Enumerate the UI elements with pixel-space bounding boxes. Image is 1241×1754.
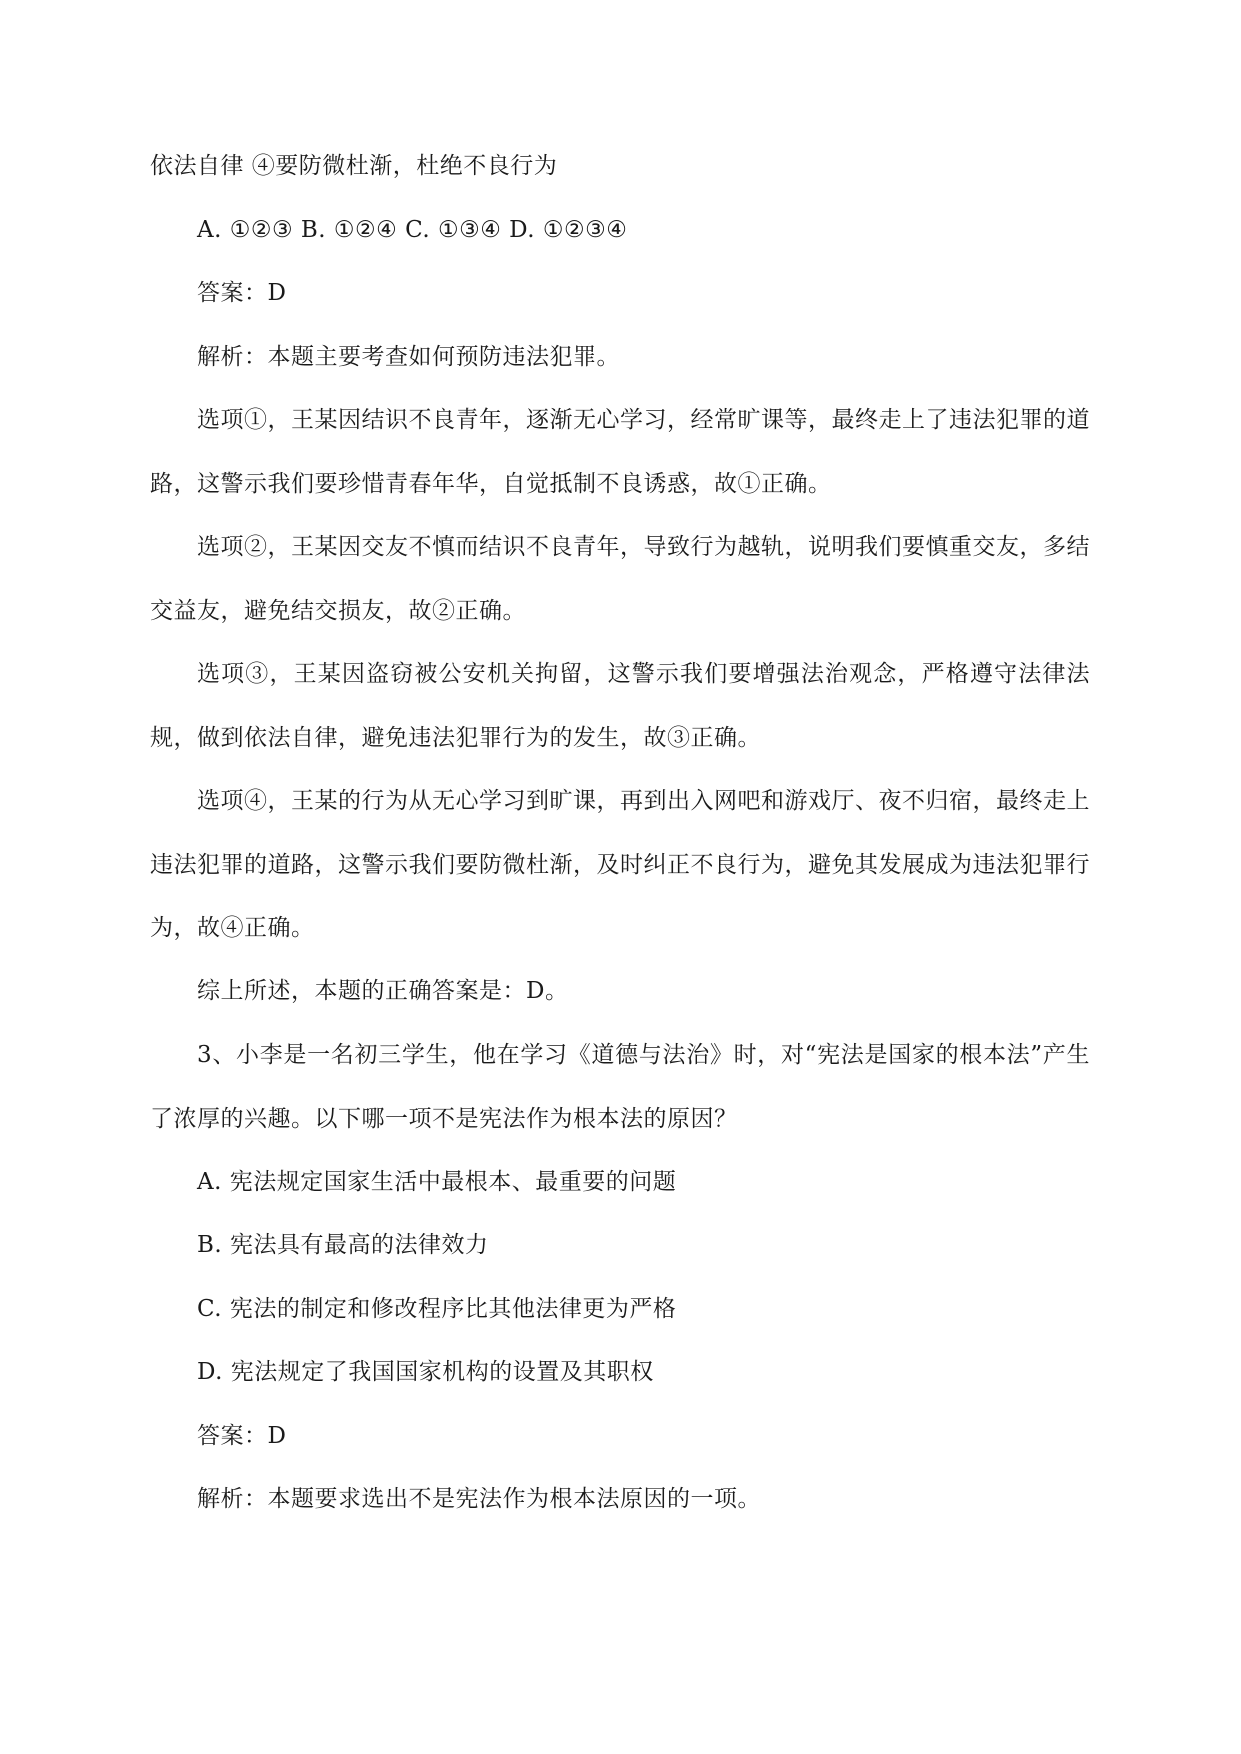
question-3-option-c: C. 宪法的制定和修改程序比其他法律更为严格	[197, 1296, 677, 1322]
analysis-option-2: 选项②，王某因交友不慎而结识不良青年，导致行为越轨，说明我们要慎重交友，多结交益友，避免结交损友，故②正确。	[150, 534, 1090, 624]
question-3: 3、小李是一名初三学生，他在学习《道德与法治》时，对“宪法是国家的根本法”产生了浓厚的兴趣。以下哪一项不是宪法作为根本法的原因？	[150, 1042, 1090, 1132]
question-3-answer: 答案：D	[197, 1423, 287, 1449]
analysis-summary: 综上所述，本题的正确答案是：D。	[197, 978, 569, 1004]
analysis-option-1: 选项①，王某因结识不良青年，逐渐无心学习，经常旷课等，最终走上了违法犯罪的道路，这警示我们要珍惜青春年华，自觉抵制不良诱惑，故①正确。	[150, 407, 1090, 497]
question-3-option-a: A. 宪法规定国家生活中最根本、最重要的问题	[197, 1169, 677, 1195]
analysis-option-4: 选项④，王某的行为从无心学习到旷课，再到出入网吧和游戏厅、夜不归宿，最终走上违法犯罪的道路，这警示我们要防微杜渐，及时纠正不良行为，避免其发展成为违法犯罪行为，故④正确。	[150, 788, 1090, 941]
analysis-intro: 解析：本题主要考查如何预防违法犯罪。	[197, 344, 620, 370]
analysis-option-3: 选项③，王某因盗窃被公安机关拘留，这警示我们要增强法治观念，严格遵守法律法规，做到依法自律，避免违法犯罪行为的发生，故③正确。	[150, 661, 1090, 751]
question-3-option-b: B. 宪法具有最高的法律效力	[197, 1232, 489, 1258]
paragraph-continuation: 依法自律 ④要防微杜渐，杜绝不良行为	[150, 153, 558, 179]
question-3-option-d: D. 宪法规定了我国国家机构的设置及其职权	[197, 1359, 654, 1385]
answer-line: 答案：D	[197, 280, 287, 306]
answer-options: A. ①②③ B. ①②④ C. ①③④ D. ①②③④	[197, 217, 628, 243]
question-3-analysis: 解析：本题要求选出不是宪法作为根本法原因的一项。	[197, 1486, 761, 1512]
